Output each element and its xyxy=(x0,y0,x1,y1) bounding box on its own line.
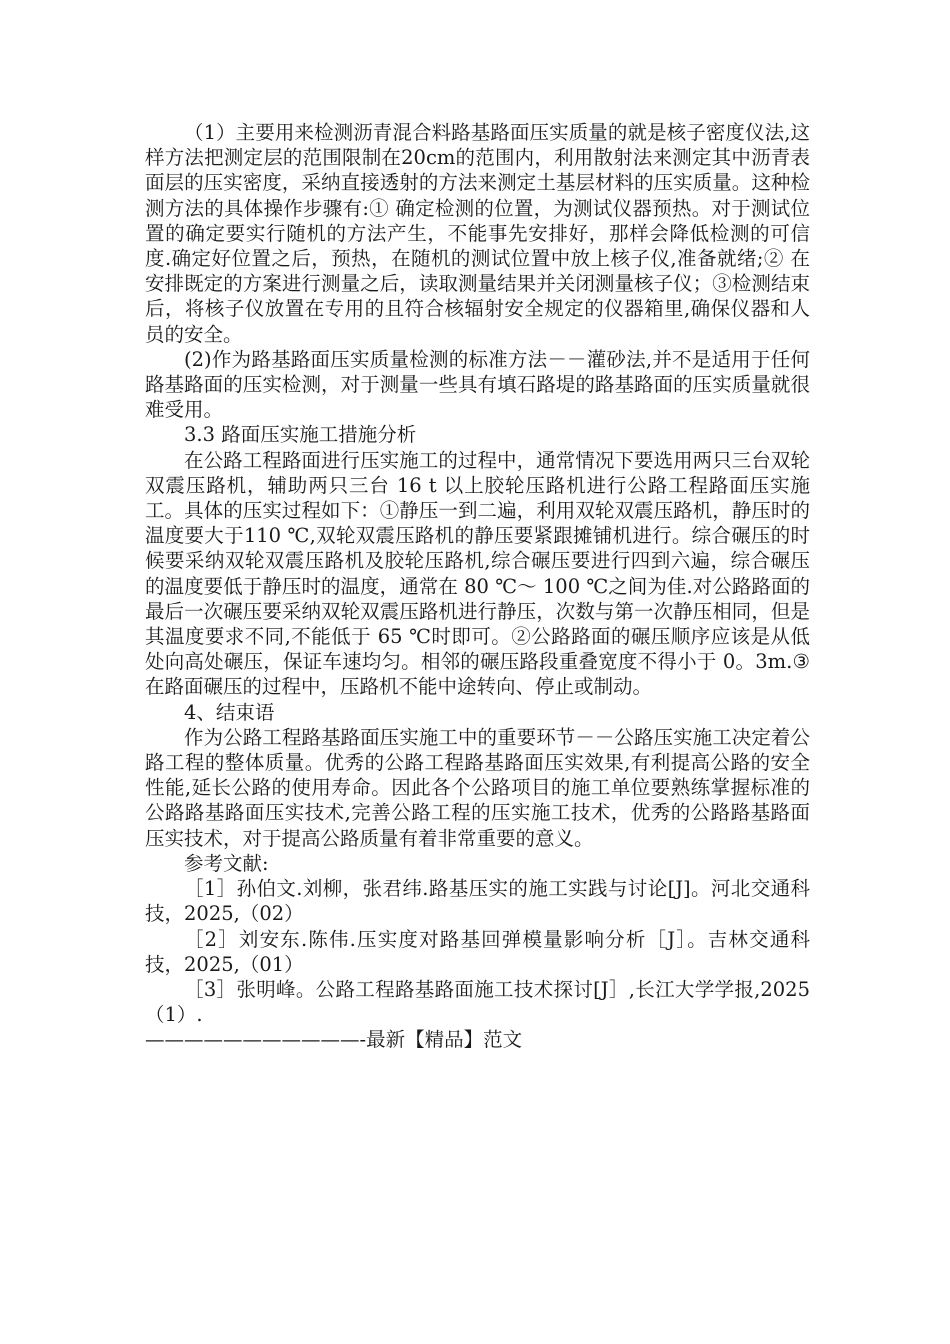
reference-item: ［2］刘安东.陈伟.压实度对路基回弹模量影响分析［J］。吉林交通科技，2025,（01） xyxy=(145,927,810,976)
page-footer: ———————————-最新【精品】范文 xyxy=(145,1028,523,1052)
paragraph-nuclear-density: （1）主要用来检测沥青混合料路基路面压实质量的就是核子密度仪法,这样方法把测定层的范围限制在20cm的范围内，利用散射法来测定其中沥青表面层的压实密度，采纳直接透射的方法来测定土基层材料的压实质量。这种检测方法的具体操作步骤有:① 确定检测的位置，为测试仪器预热。对于测试位置的确定要实行随机的方法产生，不能事先安排好，那样会降低检测的可信度.确定好位置之后，预热，在随机的测试位置中放上核子仪,准备就绪;② 在安排既定的方案进行测量之后，读取测量结果并关闭测量核子仪；③检测结束后，将核子仪放置在专用的且符合核辐射安全规定的仪器箱里,确保仪器和人员的安全。 xyxy=(145,121,810,346)
section-heading-3-3: 3.3 路面压实施工措施分析 xyxy=(184,423,417,447)
paragraph-conclusion: 作为公路工程路基路面压实施工中的重要环节－－公路压实施工决定着公路工程的整体质量。优秀的公路工程路基路面压实效果,有利提高公路的安全性能,延长公路的使用寿命。因此各个公路项目的施工单位要熟练掌握标准的公路路基路面压实技术,完善公路工程的压实施工技术，优秀的公路路基路面压实技术，对于提高公路质量有着非常重要的意义。 xyxy=(145,725,810,850)
reference-item: ［1］孙伯文.刘柳，张君纬.路基压实的施工实践与讨论[J]。河北交通科技，2025,（02） xyxy=(145,877,810,926)
section-heading-conclusion: 4、结束语 xyxy=(184,700,275,724)
reference-item: ［3］张明峰。公路工程路基路面施工技术探讨[J］,长江大学学报,2025（1）. xyxy=(145,977,810,1027)
paragraph-compaction-measures: 在公路工程路面进行压实施工的过程中，通常情况下要选用两只三台双轮双震压路机，辅助两只三台 16 t 以上胶轮压路机进行公路工程路面压实施工。具体的压实过程如下：①静压一到二遍，利用双轮双震压路机，静压时的温度要大于110 ℃,双轮双震压路机的静压要紧跟摊铺机进行。综合碾压的时候要采纳双轮双震压路机及胶轮压路机,综合碾压要进行四到六遍，综合碾压的温度要低于静压时的温度，通常在 80 ℃～ 100 ℃之间为佳.对公路路面的最后一次碾压要采纳双轮双震压路机进行静压，次数与第一次静压相同，但是其温度要求不同,不能低于 65 ℃时即可。②公路路面的碾压顺序应该是从低处向高处碾压，保证车速均匀。相邻的碾压路段重叠宽度不得小于 0。3m.③ 在路面碾压的过程中，压路机不能中途转向、停止或制动。 xyxy=(145,448,810,699)
paragraph-sand-cone: (2)作为路基路面压实质量检测的标准方法－－灌砂法,并不是适用于任何路基路面的压实检测，对于测量一些具有填石路堤的路基路面的压实质量就很难受用。 xyxy=(145,347,810,422)
document-page xyxy=(145,120,810,1053)
references-heading: 参考文献: xyxy=(184,851,269,875)
